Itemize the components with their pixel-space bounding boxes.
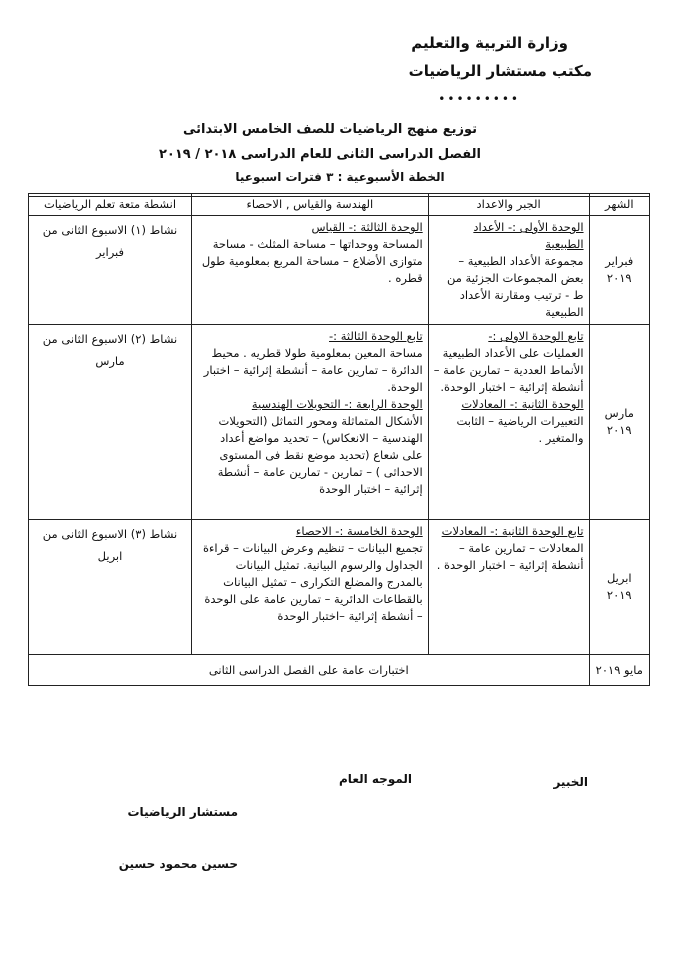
unit-title: الوحدة الأولى :- الأعداد الطبيعية bbox=[473, 220, 584, 251]
unit-title: تابع الوحدة الثانية :- المعادلات bbox=[441, 524, 584, 538]
table-row bbox=[29, 325, 650, 520]
exam-cell: اختبارات عامة على الفصل الدراسى الثانى bbox=[29, 655, 590, 686]
advisor-label: مستشار الرياضيات bbox=[127, 805, 238, 819]
table-row bbox=[29, 655, 650, 686]
algebra-cell bbox=[428, 325, 589, 520]
table-row bbox=[29, 520, 650, 655]
unit-content: مساحة المعين بمعلومية طولا قطريه . محيط الدائرة – تمارين عامة – أنشطة إثرائية – اختبار الوحدة. bbox=[203, 346, 423, 394]
unit-title: تابع الوحدة الاولى :- bbox=[488, 329, 584, 343]
unit-content: الأشكال المتماثلة ومحور التماثل (التحويلات الهندسية – الانعكاس) – تحديد مواضع أعداد على شعاع (تحديد موضع نقط فى المستوى الاحداثى ) – تمارين - تمارين عامة – أنشطة إثرائية – اختبار الوحدة bbox=[217, 414, 423, 496]
header-algebra: الجبر والاعداد bbox=[428, 194, 589, 216]
office-name: مكتب مستشار الرياضيات bbox=[408, 62, 592, 80]
unit-title: الوحدة الثانية :- المعادلات bbox=[461, 397, 584, 411]
document-title: توزيع منهج الرياضيات للصف الخامس الابتدائى bbox=[182, 122, 478, 137]
table-header-row bbox=[29, 194, 650, 216]
curriculum-table bbox=[28, 193, 650, 686]
month-cell: مارس ٢٠١٩ bbox=[589, 325, 649, 520]
header-month: الشهر bbox=[589, 194, 649, 216]
unit-title: تابع الوحدة الثالثة :- bbox=[329, 329, 423, 343]
activity-cell: نشاط (٣) الاسبوع الثانى من ابريل bbox=[29, 520, 192, 655]
supervisor-label: الموجه العام bbox=[339, 772, 412, 786]
unit-content: تجميع البيانات – تنظيم وعرض البيانات – قراءة الجداول والرسوم البيانية. تمثيل البيانات بالمدرج والمضلع التكرارى – تمثيل البيانات بالقطاعات الدائرية – تمارين عامة على الوحدة – أنشطة إثرائية –اختبار الوحدة bbox=[203, 541, 423, 623]
month-cell: ابريل ٢٠١٩ bbox=[589, 520, 649, 655]
unit-content: التعبيرات الرياضية – الثابت والمتغير . bbox=[456, 414, 584, 445]
unit-content: المساحة ووحداتها – مساحة المثلث - مساحة متوازى الأضلاع – مساحة المربع بمعلومية طول قطره . bbox=[201, 237, 423, 285]
separator-dots: ••••••••• bbox=[438, 92, 520, 106]
table-row bbox=[29, 216, 650, 325]
algebra-cell bbox=[428, 520, 589, 655]
month-cell: فبراير ٢٠١٩ bbox=[589, 216, 649, 325]
unit-title: الوحدة الثالثة :- القياس bbox=[311, 220, 423, 234]
unit-title: الوحدة الرابعة :- التحويلات الهندسية bbox=[251, 397, 423, 411]
activity-cell: نشاط (٢) الاسبوع الثانى من مارس bbox=[29, 325, 192, 520]
unit-content: المعادلات – تمارين عامة – أنشطة إثرائية – اختبار الوحدة . bbox=[436, 541, 584, 572]
geometry-cell bbox=[191, 325, 428, 520]
header-geometry: الهندسة والقياس , الاحصاء bbox=[191, 194, 428, 216]
algebra-cell bbox=[428, 216, 589, 325]
unit-content: العمليات على الأعداد الطبيعية الأنماط العددية – تمارين عامة – أنشطة إثرائية – اختبار الوحدة. bbox=[433, 346, 584, 394]
ministry-name: وزارة التربية والتعليم bbox=[411, 34, 568, 52]
geometry-cell bbox=[191, 520, 428, 655]
expert-label: الخبير bbox=[553, 775, 588, 789]
weekly-plan-title: الخطة الأسبوعية : ٣ فترات اسبوعيا bbox=[235, 170, 445, 184]
activity-cell: نشاط (١) الاسبوع الثانى من فبراير bbox=[29, 216, 192, 325]
advisor-name: حسين محمود حسين bbox=[118, 857, 238, 871]
geometry-cell bbox=[191, 216, 428, 325]
semester-title: الفصل الدراسى الثانى للعام الدراسى ٢٠١٨ / ٢٠١٩ bbox=[159, 147, 481, 162]
month-cell: مايو ٢٠١٩ bbox=[589, 655, 649, 686]
unit-title: الوحدة الخامسة :- الاحصاء bbox=[295, 524, 423, 538]
unit-content: مجموعة الأعداد الطبيعية – بعض المجموعات الجزئية من ط - ترتيب ومقارنة الأعداد الطبيعية bbox=[446, 254, 584, 319]
header-activities: انشطة متعة تعلم الرياضيات bbox=[29, 194, 192, 216]
